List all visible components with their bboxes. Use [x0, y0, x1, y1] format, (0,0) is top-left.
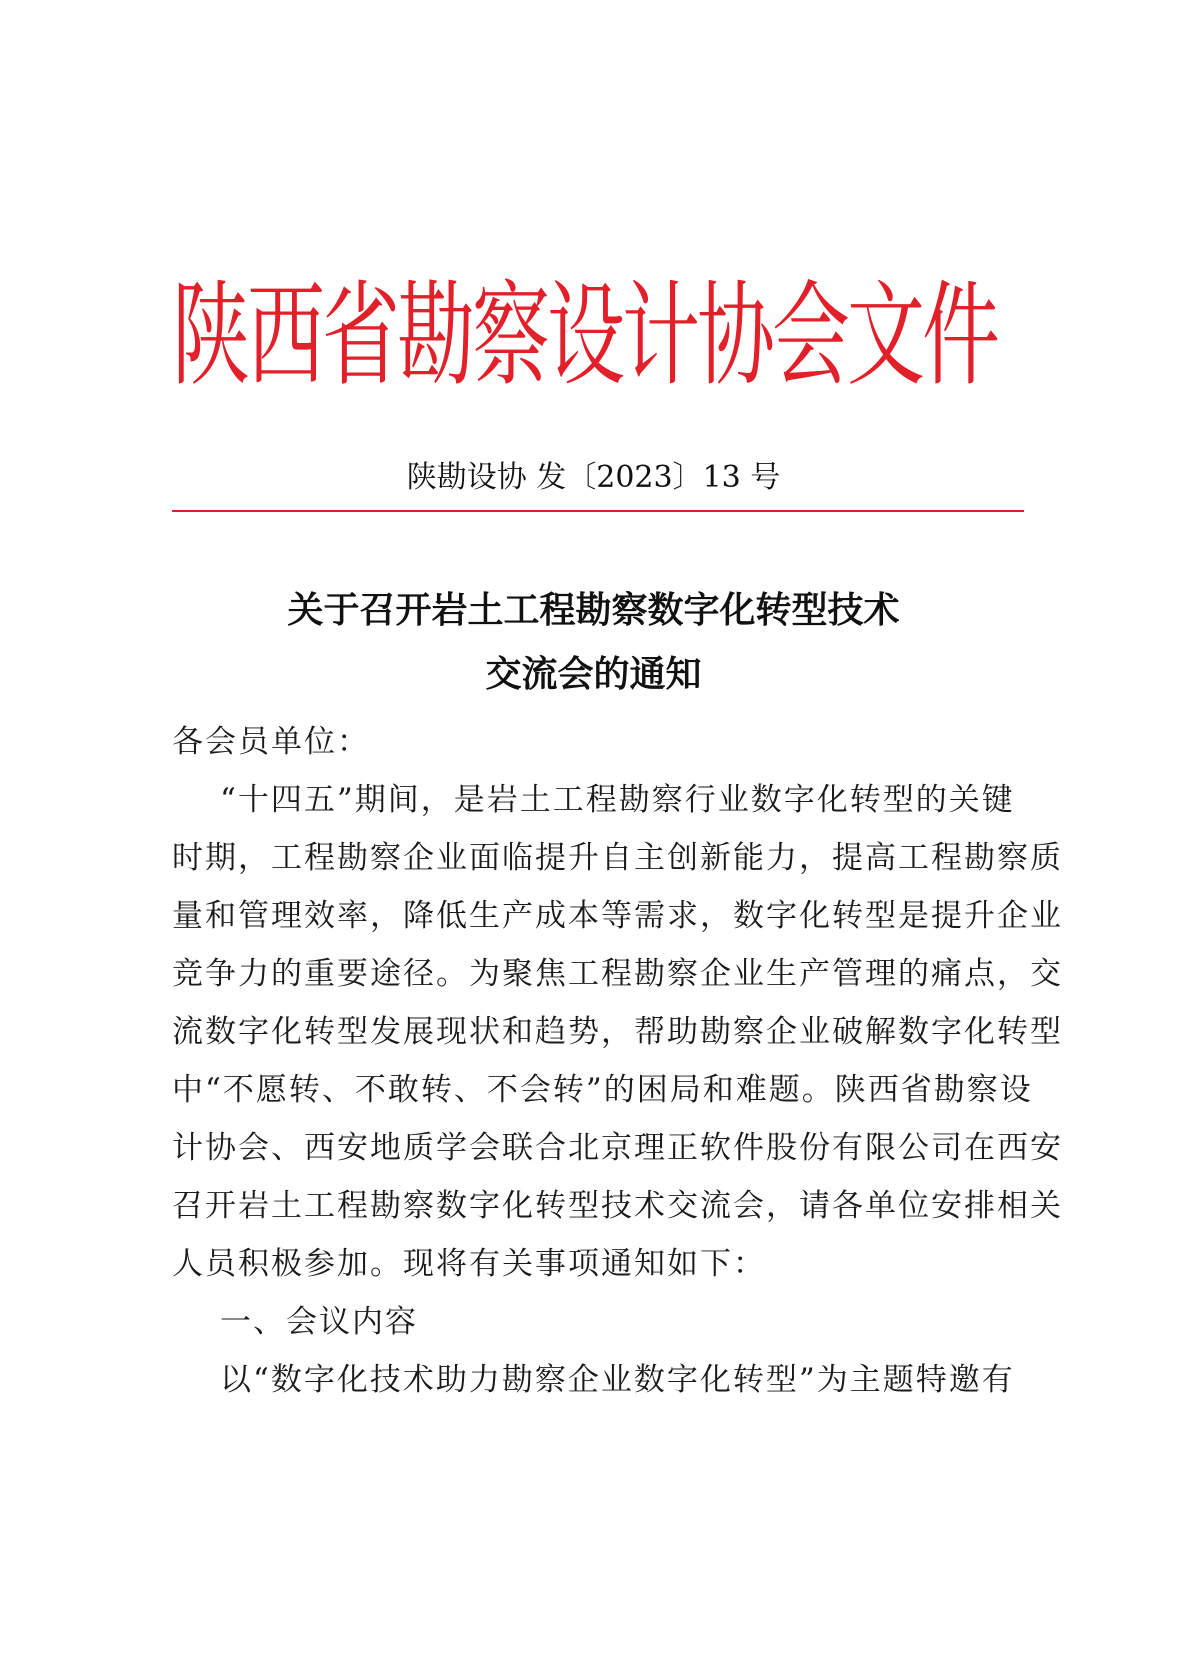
body-line: 召开岩土工程勘察数字化转型技术交流会，请各单位安排相关 — [172, 1188, 1063, 1224]
notice-title-line-1: 关于召开岩土工程勘察数字化转型技术 — [287, 590, 900, 631]
section-heading: 一、会议内容 — [220, 1304, 418, 1340]
notice-title-line-2: 交流会的通知 — [485, 654, 702, 695]
red-divider-line — [172, 510, 1024, 512]
body-line: 以“数字化技术助力勘察企业数字化转型”为主题特邀有 — [220, 1362, 1015, 1398]
body-line: 人员积极参加。现将有关事项通知如下： — [172, 1246, 766, 1282]
document-number: 陕勘设协 发〔2023〕13 号 — [406, 460, 781, 495]
body-line: 时期，工程勘察企业面临提升自主创新能力，提高工程勘察质 — [172, 840, 1063, 876]
body-line: “十四五”期间，是岩土工程勘察行业数字化转型的关键 — [220, 782, 1015, 818]
body-line: 流数字化转型发展现状和趋势，帮助勘察企业破解数字化转型 — [172, 1014, 1063, 1050]
body-line: 计协会、西安地质学会联合北京理正软件股份有限公司在西安 — [172, 1130, 1063, 1166]
body-line: 中“不愿转、不敢转、不会转”的困局和难题。陕西省勘察设 — [172, 1072, 1033, 1108]
issuer-header-title: 陕西省勘察设计协会文件 — [172, 271, 998, 403]
body-line: 竞争力的重要途径。为聚焦工程勘察企业生产管理的痛点，交 — [172, 956, 1063, 992]
body-line: 量和管理效率，降低生产成本等需求，数字化转型是提升企业 — [172, 898, 1063, 934]
salutation: 各会员单位： — [172, 724, 370, 760]
